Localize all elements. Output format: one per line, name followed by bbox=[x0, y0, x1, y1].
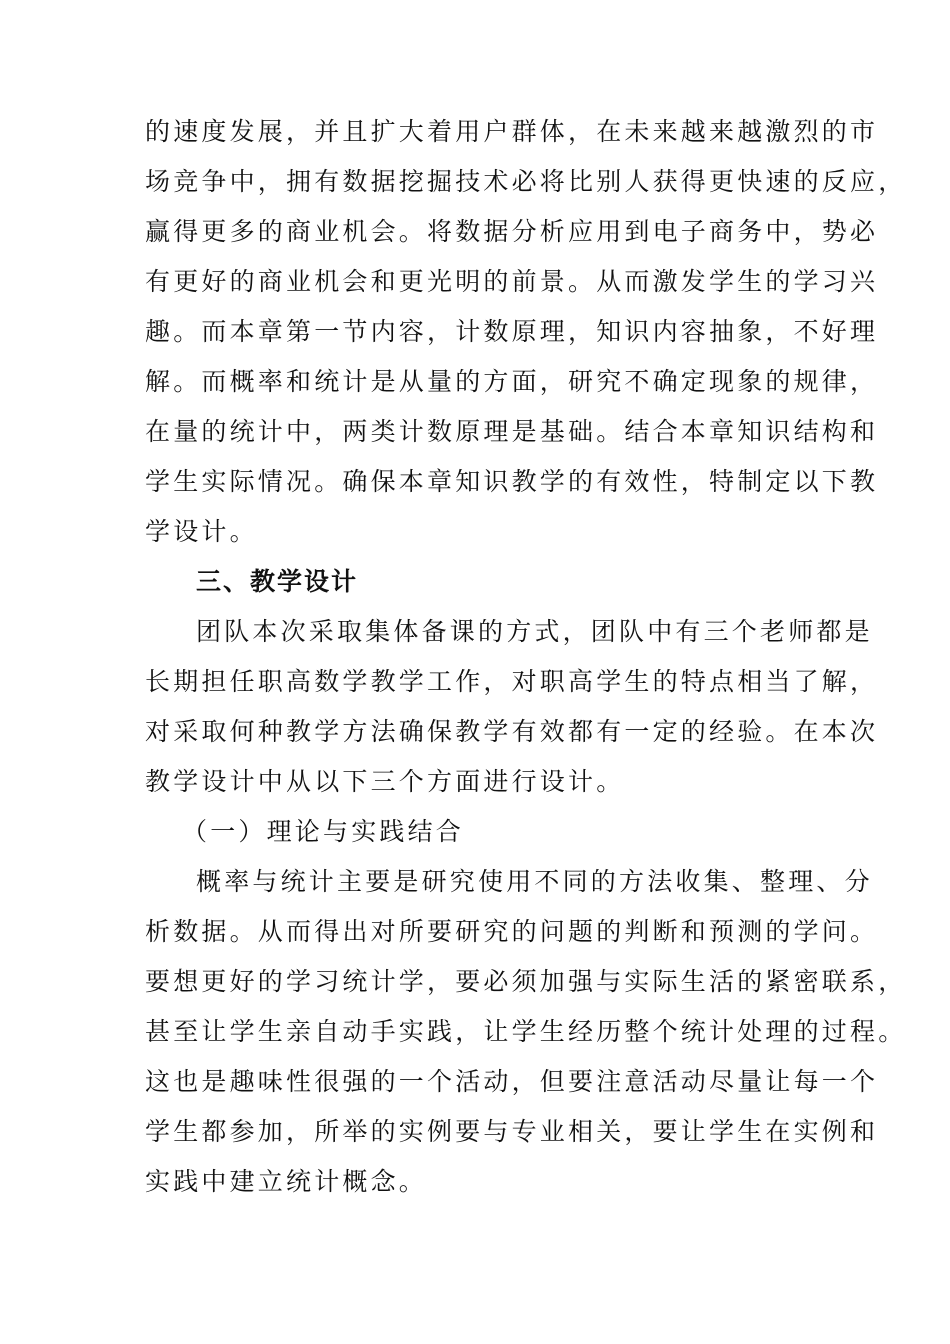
body-line: 团队本次采取集体备课的方式，团队中有三个老师都是 bbox=[196, 617, 873, 646]
body-line: 学生都参加，所举的实例要与专业相关，要让学生在实例和 bbox=[145, 1117, 879, 1146]
body-line: 场竞争中，拥有数据挖掘技术必将比别人获得更快速的反应， bbox=[145, 167, 907, 196]
body-line: 甚至让学生亲自动手实践，让学生经历整个统计处理的过程。 bbox=[145, 1017, 907, 1046]
body-line: 析数据。从而得出对所要研究的问题的判断和预测的学问。 bbox=[145, 917, 879, 946]
body-line: 概率与统计主要是研究使用不同的方法收集、整理、分 bbox=[196, 867, 873, 896]
body-line: 这也是趣味性很强的一个活动，但要注意活动尽量让每一个 bbox=[145, 1067, 879, 1096]
body-line: 的速度发展，并且扩大着用户群体，在未来越来越激烈的市 bbox=[145, 117, 879, 146]
body-line: 解。而概率和统计是从量的方面，研究不确定现象的规律， bbox=[145, 367, 879, 396]
section-heading: 三、教学设计 bbox=[196, 567, 359, 596]
body-line: 有更好的商业机会和更光明的前景。从而激发学生的学习兴 bbox=[145, 267, 879, 296]
body-line: 教学设计中从以下三个方面进行设计。 bbox=[145, 767, 625, 796]
body-line: 对采取何种教学方法确保教学有效都有一定的经验。在本次 bbox=[145, 717, 879, 746]
body-line: 长期担任职高数学教学工作，对职高学生的特点相当了解， bbox=[145, 667, 879, 696]
body-line: 要想更好的学习统计学，要必须加强与实际生活的紧密联系， bbox=[145, 967, 907, 996]
body-line: 学生实际情况。确保本章知识教学的有效性，特制定以下教 bbox=[145, 467, 879, 496]
body-line: 在量的统计中，两类计数原理是基础。结合本章知识结构和 bbox=[145, 417, 879, 446]
body-line: 趣。而本章第一节内容，计数原理，知识内容抽象，不好理 bbox=[145, 317, 879, 346]
body-line: 学设计。 bbox=[145, 517, 258, 546]
subsection-heading: （一）理论与实践结合 bbox=[182, 817, 465, 846]
body-line: 赢得更多的商业机会。将数据分析应用到电子商务中，势必 bbox=[145, 217, 879, 246]
body-line: 实践中建立统计概念。 bbox=[145, 1167, 428, 1196]
